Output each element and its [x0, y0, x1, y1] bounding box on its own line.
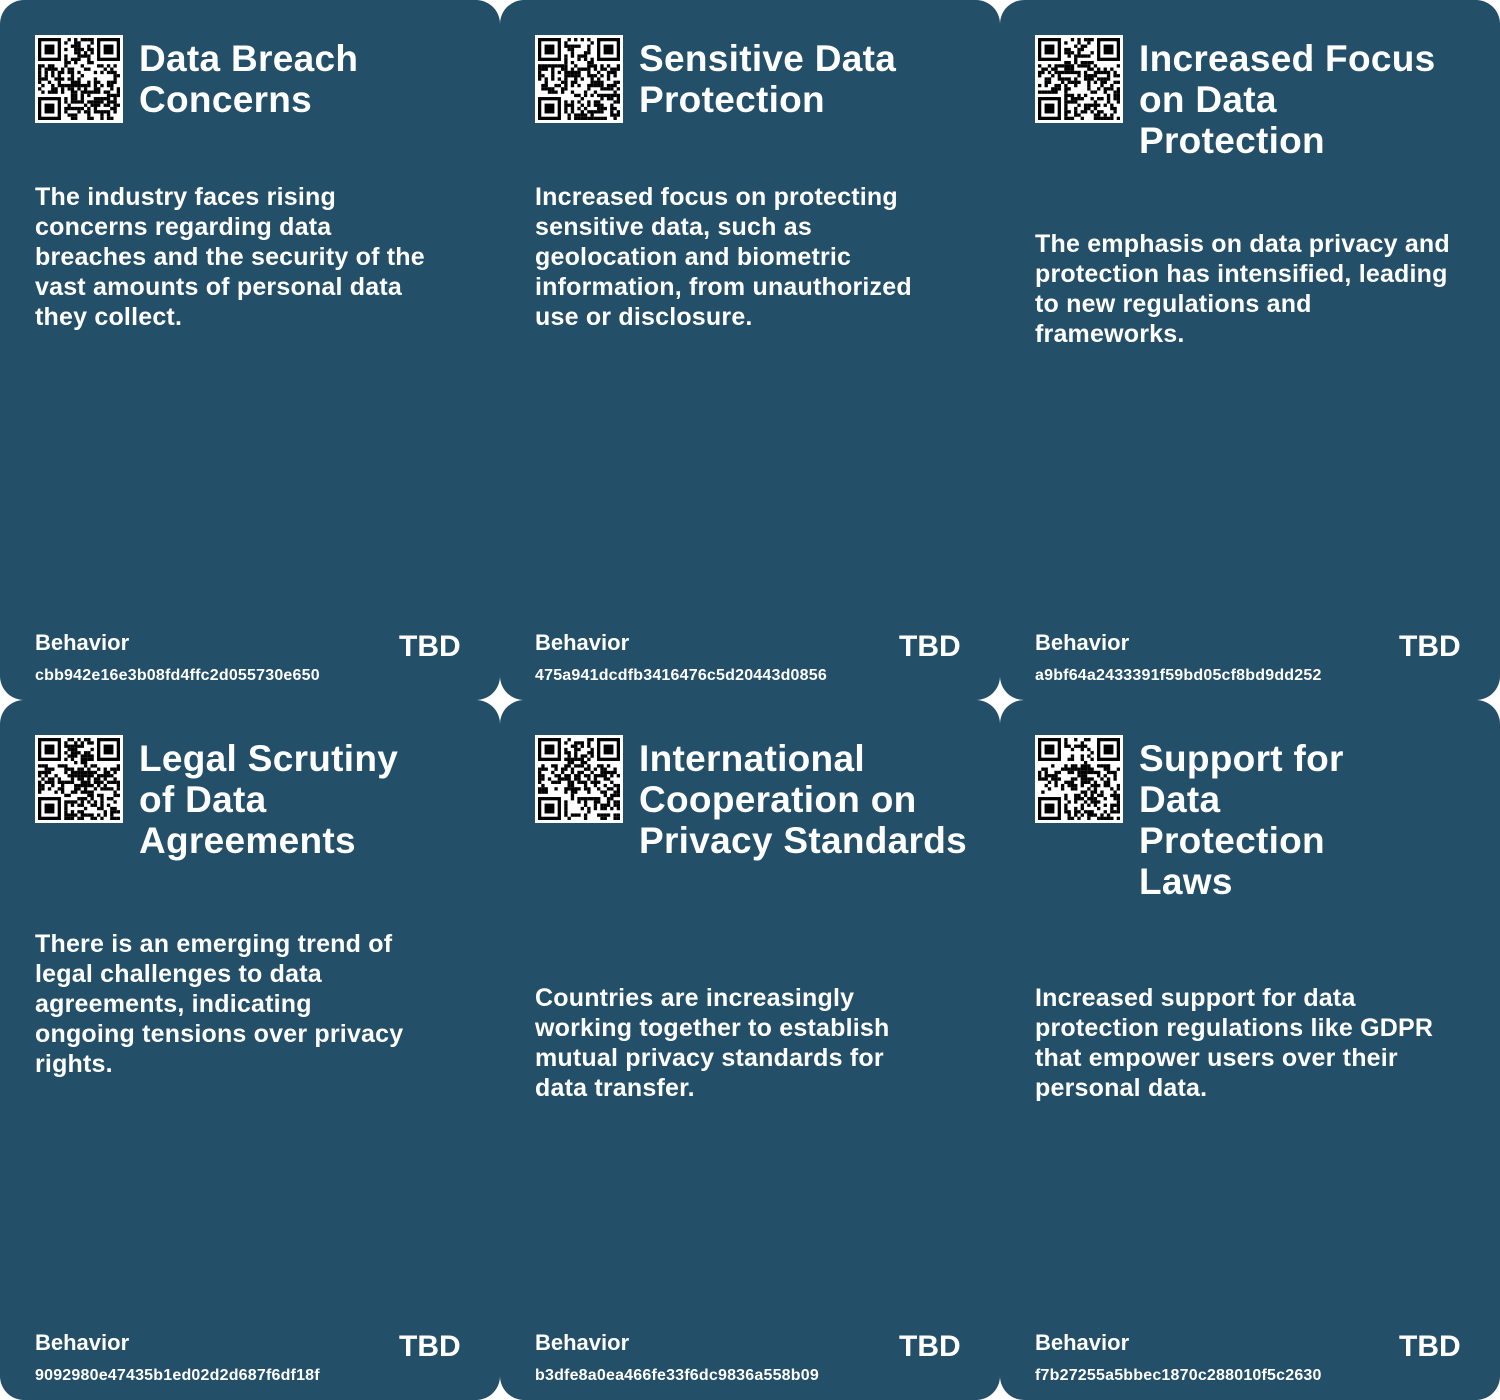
- card-id: b3dfe8a0ea466fe33f6dc9836a558b09: [535, 1367, 819, 1384]
- status-badge: TBD: [399, 630, 461, 663]
- trend-card[interactable]: [500, 0, 1000, 700]
- card-id: a9bf64a2433391f59bd05cf8bd9dd252: [1035, 667, 1322, 684]
- trend-card[interactable]: [0, 700, 500, 1400]
- qr-code-icon: [535, 35, 623, 123]
- card-description: Countries are increasingly working together to establish mutual privacy standards for data transfer.: [535, 984, 890, 1102]
- trend-card[interactable]: [1000, 700, 1500, 1400]
- card-title: International Cooperation on Privacy Standards: [639, 738, 967, 861]
- card-description: The emphasis on data privacy and protection has intensified, leading to new regulations and frameworks.: [1035, 230, 1450, 348]
- card-category: Behavior: [35, 630, 130, 655]
- qr-code-icon: [35, 35, 123, 123]
- status-badge: TBD: [899, 630, 961, 663]
- card-description: There is an emerging trend of legal challenges to data agreements, indicating ongoing tensions over privacy rights.: [35, 930, 404, 1078]
- card-id: cbb942e16e3b08fd4ffc2d055730e650: [35, 667, 320, 684]
- card-category: Behavior: [1035, 1330, 1130, 1355]
- card-category: Behavior: [535, 1330, 630, 1355]
- card-title: Support for Data Protection Laws: [1139, 738, 1344, 902]
- trend-card[interactable]: [500, 700, 1000, 1400]
- status-badge: TBD: [899, 1330, 961, 1363]
- qr-code-icon: [1035, 35, 1123, 123]
- card-title: Sensitive Data Protection: [639, 38, 897, 120]
- qr-code-icon: [35, 735, 123, 823]
- card-category: Behavior: [35, 1330, 130, 1355]
- status-badge: TBD: [399, 1330, 461, 1363]
- status-badge: TBD: [1399, 630, 1461, 663]
- qr-code-icon: [535, 735, 623, 823]
- card-title: Increased Focus on Data Protection: [1139, 38, 1436, 161]
- card-description: The industry faces rising concerns regarding data breaches and the security of the vast amounts of personal data they collect.: [35, 183, 425, 331]
- qr-code-icon: [1035, 735, 1123, 823]
- status-badge: TBD: [1399, 1330, 1461, 1363]
- card-title: Legal Scrutiny of Data Agreements: [139, 738, 399, 861]
- card-id: 9092980e47435b1ed02d2d687f6df18f: [35, 1367, 320, 1384]
- trend-card[interactable]: [0, 0, 500, 700]
- card-description: Increased focus on protecting sensitive data, such as geolocation and biometric information, from unauthorized use or disclosure.: [535, 183, 912, 331]
- card-category: Behavior: [1035, 630, 1130, 655]
- card-description: Increased support for data protection regulations like GDPR that empower users over their personal data.: [1035, 984, 1434, 1102]
- trend-card[interactable]: [1000, 0, 1500, 700]
- card-title: Data Breach Concerns: [139, 38, 359, 120]
- card-category: Behavior: [535, 630, 630, 655]
- card-id: f7b27255a5bbec1870c288010f5c2630: [1035, 1367, 1322, 1384]
- card-id: 475a941dcdfb3416476c5d20443d0856: [535, 667, 827, 684]
